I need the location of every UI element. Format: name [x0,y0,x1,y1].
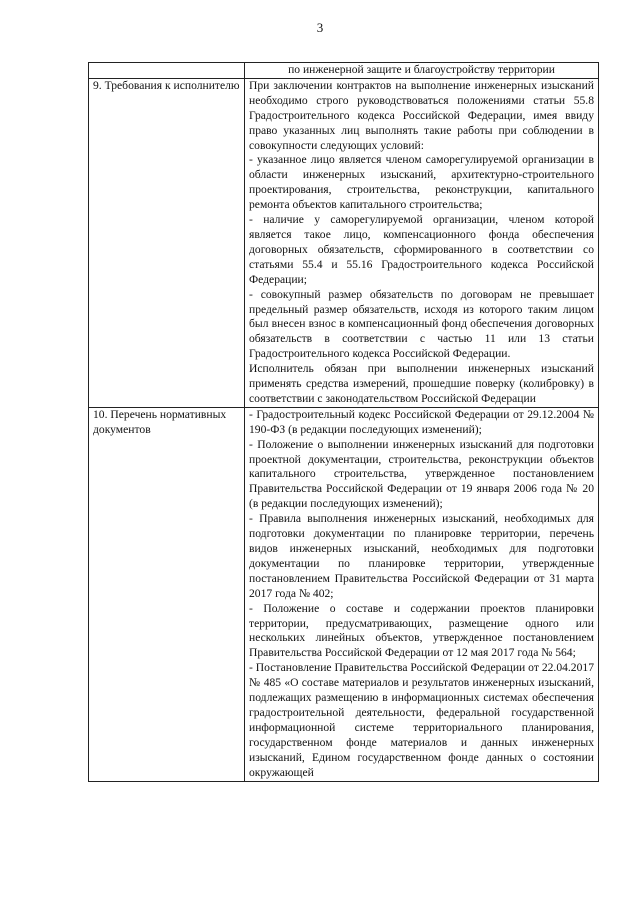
continuation-cell [245,63,599,79]
paragraph: - наличие у саморегулируемой организации, членом которой является такое лицо, компенсационного фонда обеспечения договорных обязательств, сформированного в соответствии со статьями 55.4 и 55.16 Градостроительного кодекса Российской Федерации; [249,213,594,286]
page-number: 3 [316,20,324,35]
table-row-continuation [89,63,599,79]
paragraph: - Постановление Правительства Российской Федерации от 22.04.2017 № 485 «О составе материалов и результатов инженерных изысканий, подлежащих размещению в информационных системах обеспечения градостроительной деятельности, федеральной государственной информационной системе территориального планирования, государственном фонде материалов и данных инженерных изысканий, Едином государственном фонде данных о состоянии окружающей [249,661,594,779]
requirements-content [245,78,599,407]
table-row-normative-documents [89,407,599,781]
continuation-text: по инженерной защите и благоустройству территории [288,63,555,76]
row-label-requirements: 9. Требования к исполнителю [89,78,245,407]
paragraph: - указанное лицо является членом саморегулируемой организации в области инженерных изысканий, архитектурно-строительного проектирования, строительства, реконструкции, капитального ремонта объектов капитального строительства; [249,153,594,212]
paragraph: Исполнитель обязан при выполнении инженерных изысканий применять средства измерений, прошедшие поверку (колибровку) в соответствии с законодательством Российской Федерации [249,362,594,405]
paragraph: - Градостроительный кодекс Российской Федерации от 29.12.2004 № 190-ФЗ (в редакции последующих изменений); [249,407,594,436]
row-label-normative-documents: 10. Перечень нормативных документов [89,407,245,781]
paragraph: - совокупный размер обязательств по договорам не превышает предельный размер обязательств, исходя из которого таким лицом был внесен взнос в компенсационный фонд обеспечения договорных обязательств в соответствии с частью 11 или 13 статьи Градостроительного кодекса Российской Федерации. [249,287,594,361]
paragraph: - Положение о выполнении инженерных изысканий для подготовки проектной документации, строительства, реконструкции объектов капитального строительства, утвержденное постановлением Правительства Российской Федерации от 19 января 2006 года № 20 (в редакции последующих изменений); [249,437,594,511]
empty-cell [89,63,245,79]
table-row-requirements [89,78,599,407]
normative-documents-content [245,407,599,781]
requirements-table [88,62,599,782]
paragraph: При заключении контрактов на выполнение инженерных изысканий необходимо строго руководствоваться положениями статьи 55.8 Градостроительного кодекса Российской Федерации, имея ввиду право указанных лиц выполнять такие работы при соблюдении в совокупности следующих условий: [249,78,594,152]
paragraph: - Правила выполнения инженерных изысканий, необходимых для подготовки документации по планировке территории, перечень видов инженерных изысканий, необходимых для подготовки документации по планировке территории, утвержденные постановлением Правительства Российской Федерации от 31 марта 2017 года № 402; [249,512,594,600]
paragraph: - Положение о составе и содержании проектов планировки территории, предусматривающих, размещение одного или нескольких линейных объектов, утвержденное постановлением Правительства Российской Федерации от 12 мая 2017 года № 564; [249,601,594,660]
